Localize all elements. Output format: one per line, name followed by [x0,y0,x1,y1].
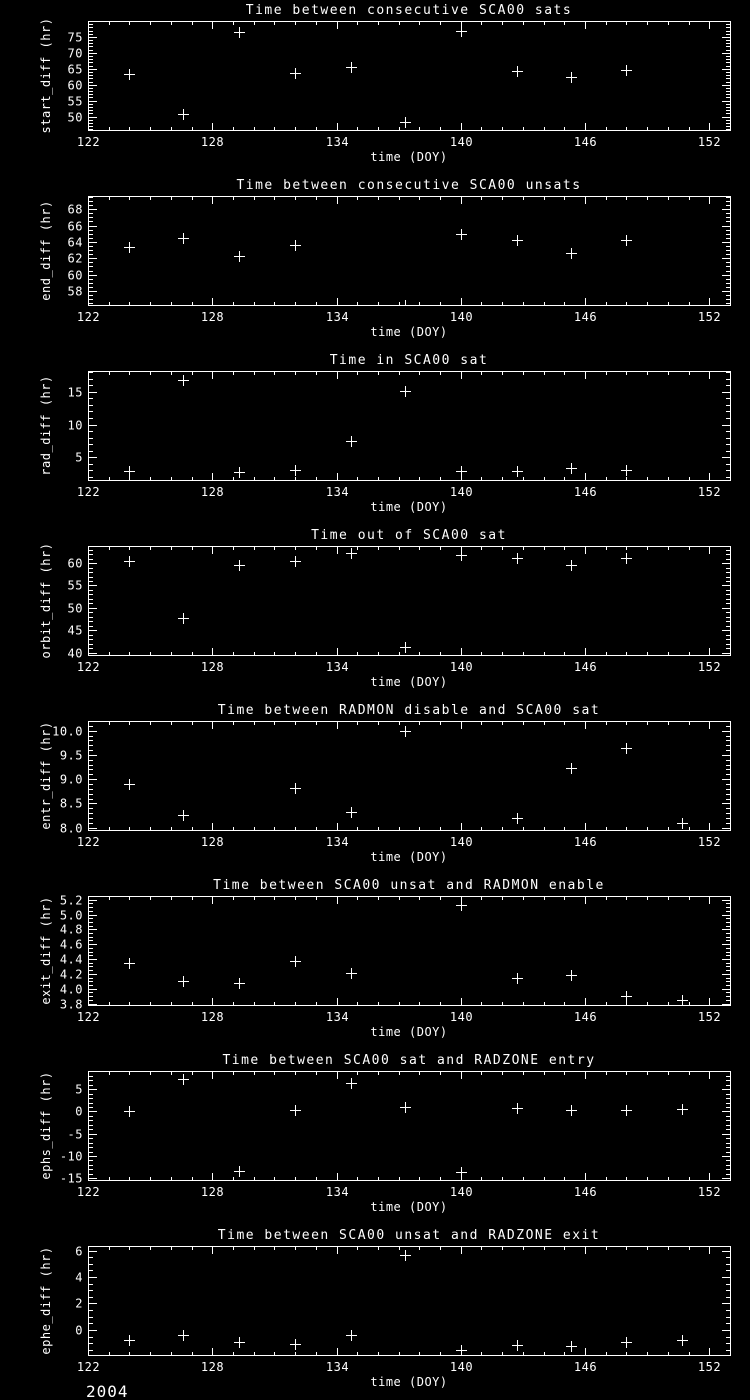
svg-text:9.5: 9.5 [59,748,83,763]
svg-text:Time between SCA00 unsat and R: Time between SCA00 unsat and RADZONE exit [217,1228,601,1243]
svg-text:rad_diff (hr): rad_diff (hr) [39,375,53,476]
svg-text:64: 64 [67,235,83,250]
svg-text:128: 128 [200,135,225,149]
svg-text:140: 140 [449,835,474,849]
svg-text:146: 146 [573,485,598,499]
svg-text:128: 128 [200,310,225,324]
svg-text:Time between SCA00 unsat and R: Time between SCA00 unsat and RADMON enable [213,878,605,893]
svg-text:-10: -10 [59,1149,83,1164]
svg-text:4.6: 4.6 [59,937,83,952]
svg-text:Time in SCA00 sat: Time in SCA00 sat [329,353,489,368]
panel-entr-diff [0,700,750,875]
panel-rad-diff [0,350,750,525]
svg-text:ephs_diff (hr): ephs_diff (hr) [39,1071,53,1180]
svg-text:140: 140 [449,1360,474,1374]
svg-text:60: 60 [67,78,83,93]
svg-text:orbit_diff (hr): orbit_diff (hr) [39,542,53,659]
svg-text:140: 140 [449,135,474,149]
chart-ephe-diff [0,1225,750,1400]
svg-text:0: 0 [75,1104,83,1119]
svg-text:65: 65 [67,62,83,77]
svg-text:152: 152 [697,1185,722,1199]
svg-text:128: 128 [200,1010,225,1024]
svg-text:152: 152 [697,135,722,149]
svg-text:140: 140 [449,485,474,499]
svg-text:6: 6 [75,1244,83,1259]
svg-text:5: 5 [75,1082,83,1097]
svg-text:134: 134 [325,1360,350,1374]
svg-text:4.2: 4.2 [59,967,83,982]
panel-exit-diff [0,875,750,1050]
svg-text:4: 4 [75,1270,83,1285]
svg-text:134: 134 [325,485,350,499]
svg-text:time (DOY): time (DOY) [370,1200,448,1214]
svg-text:58: 58 [67,284,83,299]
svg-text:50: 50 [67,110,83,125]
svg-text:152: 152 [697,1360,722,1374]
svg-text:128: 128 [200,835,225,849]
svg-text:-15: -15 [59,1171,83,1186]
svg-text:4.8: 4.8 [59,922,83,937]
svg-text:Time between consecutive SCA00: Time between consecutive SCA00 sats [245,3,573,18]
svg-text:2: 2 [75,1296,83,1311]
svg-text:time (DOY): time (DOY) [370,1025,448,1039]
svg-text:55: 55 [67,578,83,593]
svg-text:Time out of SCA00 sat: Time out of SCA00 sat [311,528,507,543]
svg-text:4.4: 4.4 [59,952,83,967]
svg-text:time (DOY): time (DOY) [370,325,448,339]
svg-text:5.2: 5.2 [59,893,83,908]
chart-exit-diff [0,875,750,1050]
svg-text:45: 45 [67,623,83,638]
svg-text:55: 55 [67,94,83,109]
svg-text:122: 122 [76,660,101,674]
svg-text:62: 62 [67,251,83,266]
svg-text:140: 140 [449,660,474,674]
svg-text:152: 152 [697,485,722,499]
svg-text:122: 122 [76,1360,101,1374]
svg-text:time (DOY): time (DOY) [370,850,448,864]
svg-text:70: 70 [67,46,83,61]
svg-text:146: 146 [573,835,598,849]
svg-text:end_diff (hr): end_diff (hr) [39,200,53,301]
chart-start-diff [0,0,750,175]
svg-text:start_diff (hr): start_diff (hr) [39,17,53,134]
svg-text:146: 146 [573,660,598,674]
svg-text:8.5: 8.5 [59,796,83,811]
svg-text:time (DOY): time (DOY) [370,150,448,164]
svg-text:66: 66 [67,219,83,234]
svg-text:146: 146 [573,310,598,324]
svg-text:75: 75 [67,30,83,45]
svg-text:146: 146 [573,135,598,149]
svg-text:122: 122 [76,485,101,499]
svg-text:time (DOY): time (DOY) [370,1375,448,1389]
svg-text:Time between consecutive SCA00: Time between consecutive SCA00 unsats [236,178,582,193]
svg-text:122: 122 [76,1010,101,1024]
year-label: 2004 [86,1382,129,1400]
svg-text:146: 146 [573,1360,598,1374]
svg-text:152: 152 [697,835,722,849]
svg-text:50: 50 [67,601,83,616]
panel-end-diff [0,175,750,350]
svg-text:140: 140 [449,1010,474,1024]
svg-text:128: 128 [200,1185,225,1199]
panel-orbit-diff [0,525,750,700]
svg-text:134: 134 [325,310,350,324]
svg-text:152: 152 [697,660,722,674]
chart-orbit-diff [0,525,750,700]
chart-ephs-diff [0,1050,750,1225]
svg-text:60: 60 [67,556,83,571]
svg-text:122: 122 [76,1185,101,1199]
svg-text:134: 134 [325,1010,350,1024]
svg-text:Time between RADMON disable an: Time between RADMON disable and SCA00 sat [217,703,601,718]
svg-text:9.0: 9.0 [59,772,83,787]
svg-text:40: 40 [67,646,83,661]
svg-text:128: 128 [200,485,225,499]
svg-text:146: 146 [573,1010,598,1024]
svg-text:exit_diff (hr): exit_diff (hr) [39,896,53,1005]
svg-text:time (DOY): time (DOY) [370,675,448,689]
svg-text:122: 122 [76,310,101,324]
svg-text:122: 122 [76,835,101,849]
svg-text:10: 10 [67,418,83,433]
svg-text:3.8: 3.8 [59,997,83,1012]
chart-rad-diff [0,350,750,525]
svg-text:4.0: 4.0 [59,982,83,997]
svg-text:ephe_diff (hr): ephe_diff (hr) [39,1246,53,1355]
svg-text:10.0: 10.0 [52,724,83,739]
panel-start-diff [0,0,750,175]
svg-text:134: 134 [325,135,350,149]
svg-text:entr_diff (hr): entr_diff (hr) [39,721,53,830]
svg-text:15: 15 [67,385,83,400]
svg-text:134: 134 [325,1185,350,1199]
svg-text:0: 0 [75,1323,83,1338]
svg-text:8.0: 8.0 [59,821,83,836]
svg-text:152: 152 [697,310,722,324]
svg-text:60: 60 [67,268,83,283]
chart-entr-diff [0,700,750,875]
svg-text:5.0: 5.0 [59,908,83,923]
svg-text:128: 128 [200,660,225,674]
svg-text:-5: -5 [67,1127,83,1142]
svg-text:140: 140 [449,1185,474,1199]
svg-text:152: 152 [697,1010,722,1024]
panel-ephs-diff [0,1050,750,1225]
svg-text:68: 68 [67,202,83,217]
svg-text:128: 128 [200,1360,225,1374]
svg-text:Time between SCA00 sat and RAD: Time between SCA00 sat and RADZONE entry [222,1053,596,1068]
svg-text:146: 146 [573,1185,598,1199]
chart-end-diff [0,175,750,350]
svg-text:134: 134 [325,835,350,849]
panel-ephe-diff [0,1225,750,1400]
svg-text:5: 5 [75,450,83,465]
svg-text:134: 134 [325,660,350,674]
svg-text:122: 122 [76,135,101,149]
svg-text:140: 140 [449,310,474,324]
svg-text:time (DOY): time (DOY) [370,500,448,514]
